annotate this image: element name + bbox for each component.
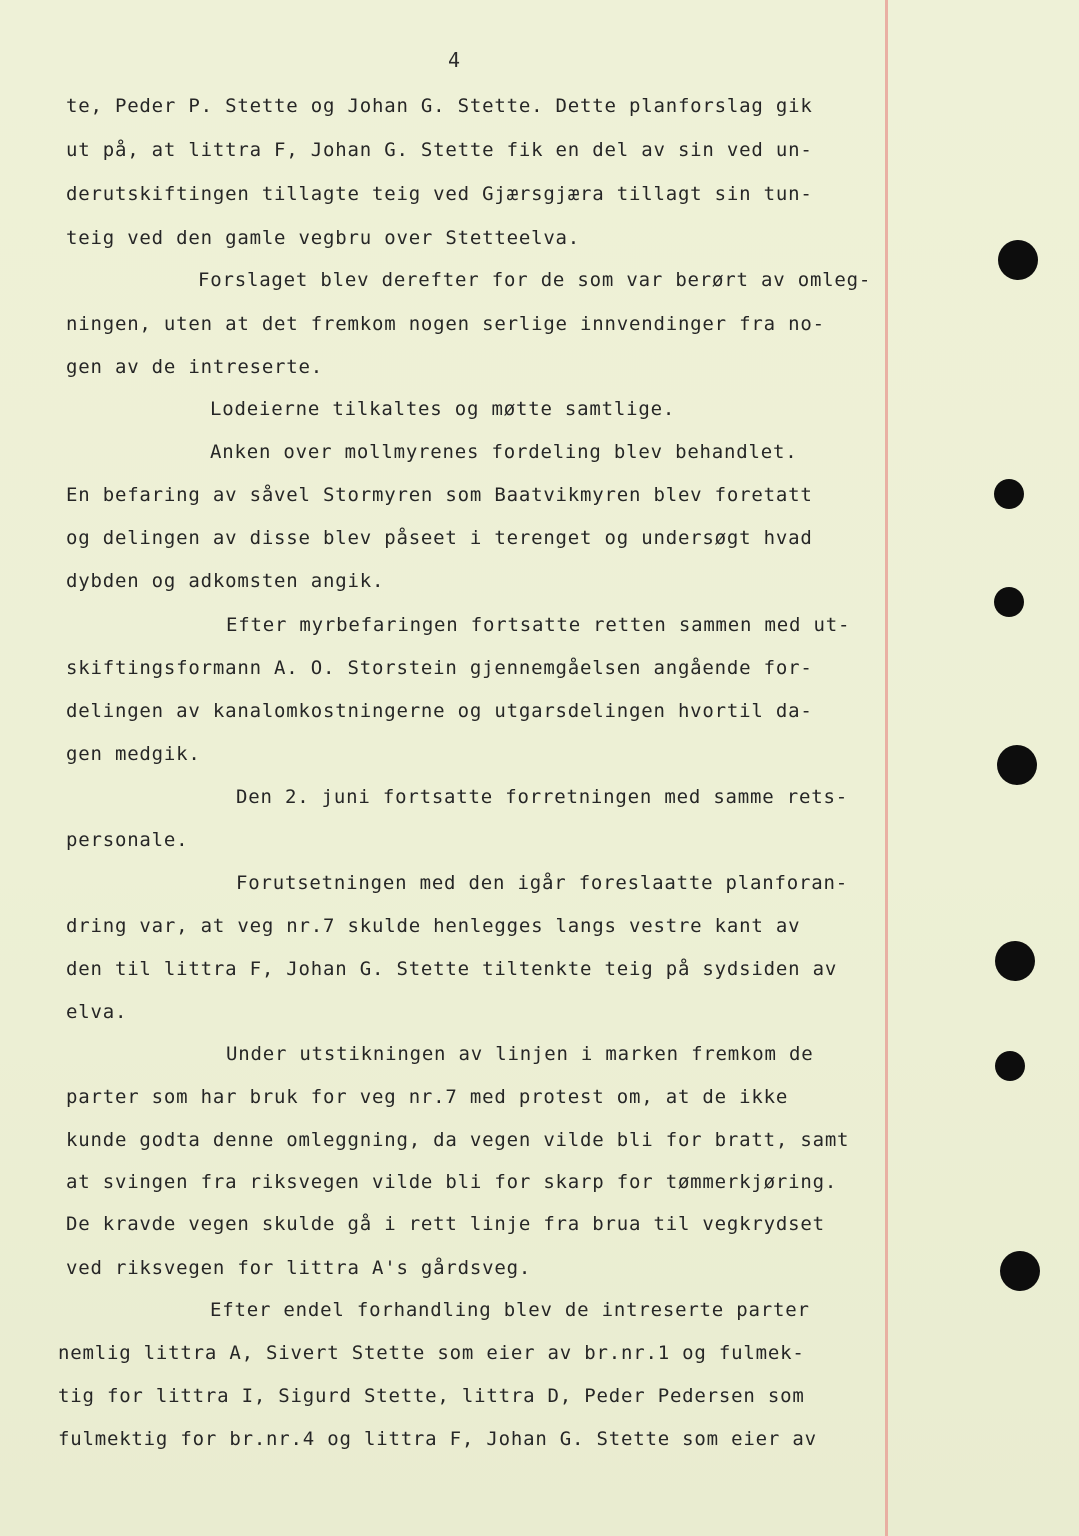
text-line: skiftingsformann A. O. Storstein gjennemgåelsen angående for- — [66, 657, 813, 679]
text-line: Den 2. juni fortsatte forretningen med samme rets- — [236, 786, 848, 808]
text-line: De kravde vegen skulde gå i rett linje fra brua til vegkrydset — [66, 1213, 825, 1235]
text-line: elva. — [66, 1001, 128, 1023]
text-line: dring var, at veg nr.7 skulde henlegges langs vestre kant av — [66, 915, 801, 937]
text-line: ved riksvegen for littra A's gårdsveg. — [66, 1257, 532, 1279]
text-line: nemlig littra A, Sivert Stette som eier av br.nr.1 og fulmek- — [58, 1342, 805, 1364]
text-line: personale. — [66, 829, 189, 851]
text-line: fulmektig for br.nr.4 og littra F, Johan G. Stette som eier av — [58, 1428, 817, 1450]
text-line: tig for littra I, Sigurd Stette, littra D, Peder Pedersen som — [58, 1385, 805, 1407]
page-number: 4 — [448, 48, 461, 72]
text-line: gen medgik. — [66, 743, 201, 765]
text-line: gen av de intreserte. — [66, 356, 324, 378]
punch-hole — [1000, 1251, 1040, 1291]
text-line: Forutsetningen med den igår foreslaatte planforan- — [236, 872, 848, 894]
punch-hole — [998, 240, 1038, 280]
punch-hole — [997, 745, 1037, 785]
text-line: te, Peder P. Stette og Johan G. Stette. Dette planforslag gik — [66, 95, 813, 117]
text-line: ningen, uten at det fremkom nogen serlige innvendinger fra no- — [66, 313, 825, 335]
text-line: den til littra F, Johan G. Stette tiltenkte teig på sydsiden av — [66, 958, 838, 980]
text-line: teig ved den gamle vegbru over Stetteelva. — [66, 227, 581, 249]
punch-hole — [994, 587, 1024, 617]
punch-hole — [995, 1051, 1025, 1081]
punch-hole — [995, 941, 1035, 981]
text-line: parter som har bruk for veg nr.7 med protest om, at de ikke — [66, 1086, 789, 1108]
margin-rule — [885, 0, 888, 1536]
text-line: at svingen fra riksvegen vilde bli for skarp for tømmerkjøring. — [66, 1171, 838, 1193]
punch-hole — [994, 479, 1024, 509]
text-line: og delingen av disse blev påseet i terenget og undersøgt hvad — [66, 527, 813, 549]
text-line: ut på, at littra F, Johan G. Stette fik en del av sin ved un- — [66, 139, 813, 161]
text-line: kunde godta denne omleggning, da vegen vilde bli for bratt, samt — [66, 1129, 850, 1151]
text-line: derutskiftingen tillagte teig ved Gjærsgjæra tillagt sin tun- — [66, 183, 813, 205]
text-line: En befaring av såvel Stormyren som Baatvikmyren blev foretatt — [66, 484, 813, 506]
text-line: Forslaget blev derefter for de som var berørt av omleg- — [198, 269, 872, 291]
text-line: delingen av kanalomkostningerne og utgarsdelingen hvortil da- — [66, 700, 813, 722]
text-line: dybden og adkomsten angik. — [66, 570, 385, 592]
text-line: Efter myrbefaringen fortsatte retten sammen med ut- — [226, 614, 851, 636]
text-line: Efter endel forhandling blev de intreserte parter — [210, 1299, 810, 1321]
text-line: Lodeierne tilkaltes og møtte samtlige. — [210, 398, 676, 420]
text-line: Anken over mollmyrenes fordeling blev behandlet. — [210, 441, 798, 463]
text-line: Under utstikningen av linjen i marken fremkom de — [226, 1043, 814, 1065]
